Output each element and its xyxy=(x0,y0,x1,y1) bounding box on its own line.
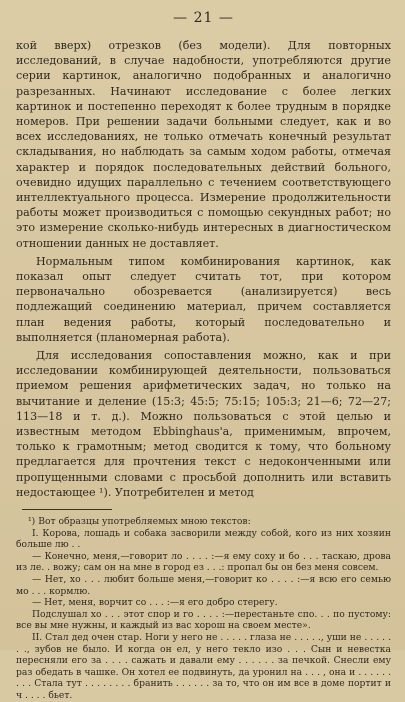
footnote-line: I. Корова, лошадь и собака засворили между собой, кого из них хозяин больше лю . . xyxy=(16,527,391,551)
main-text xyxy=(16,38,391,500)
footnote-line: — Конечно, меня,—говорит ло . . . . :—я ему соху и бо . . . таскаю, дрова из ле. . вожу; сам он на мне в город ез . . .: пропал бы он без меня совсем. xyxy=(16,550,391,574)
footnote-line: — Нет, меня, ворчит со . . . :—я его добро стерегу. xyxy=(32,597,278,609)
footnote-divider xyxy=(22,509,112,510)
paragraph: кой вверх) отрезков (без модели). Для повторных исследований, в случае надобности, употребляются другие серии картинок, аналогично подобранных и аналогично разрезанных. Начинают исследование с более легких картинок и постепенно переходят к более трудным в порядке номеров. При решении задачи больными следует, как и во всех исследованиях, не только отмечать конечный результат складывания, но наблюдать за самым ходом работы, отмечая характер и порядок последовательных действий больного, очевидно идущих параллельно с течением соответствующего интеллектуального процесса. Измерение продолжительности работы может производиться с помощью секундных работ; но это измерение сколько-нибудь интересных в диагностическом отношении данных не доставляет. xyxy=(16,39,391,250)
footnote-line: — Нет, хо . . . любит больше меня,—говорит ко . . . . :—я всю его семью мо . . . кормлю. xyxy=(16,574,391,597)
page-number: — 21 — xyxy=(173,10,234,26)
paragraph: Нормальным типом комбинирования картинок, как показал опыт следует считать тот, при котором первоначально обозревается (анализируется) весь подлежащий соединению материал, причем составляется план ведения работы, который последовательно и выполняется (планомерная работа). xyxy=(16,254,391,344)
footnote-line: II. Стал дед очен стар. Ноги у него не . . . . . глаза не . . . . ., уши не . . . . . . ., зубов не было. И когда он ел, у него текло изо . . . Сын и невестка пересняли его за . . . . сажать и давали ему . . . . . . за печкой. Снесли ему раз обедать в чашке. Он хотел ее подвинуть, да уронил на . . . , она и . . . . . . . . . Стала тут . . . . . . . . бранить . . . . . . за то, что он им все в доме портит и ч . . . . бьет. xyxy=(16,632,391,701)
footnote-line: ¹) Вот образцы употребляемых мною текстов: xyxy=(28,516,251,528)
paragraph: Для исследования сопоставления можно, как и при исследовании комбинирующей деятельности, пользоваться приемом решения арифметических задач, но только на вычитание и деление (15:3; 45:5; 75:15; 105:3; 21—6; 72—27; 113—18 и т. д.). Можно пользоваться с этой целью и известным методом Ebbinghaus'а, применимым, впрочем, только к грамотным; метод сводится к тому, что больному предлагается для прочтения текст с недоконченными или пропущенными словами с просьбой дополнить или вставить недостающее ¹). Употребителен и метод xyxy=(16,349,391,499)
footnote-line: Подслушал хо . . . этот спор и го . . . . :—перестаньте спо. . . по пустому: все вы мне нужны, и каждый из вас хорош на своем месте». xyxy=(16,608,391,632)
footnotes xyxy=(16,516,391,702)
